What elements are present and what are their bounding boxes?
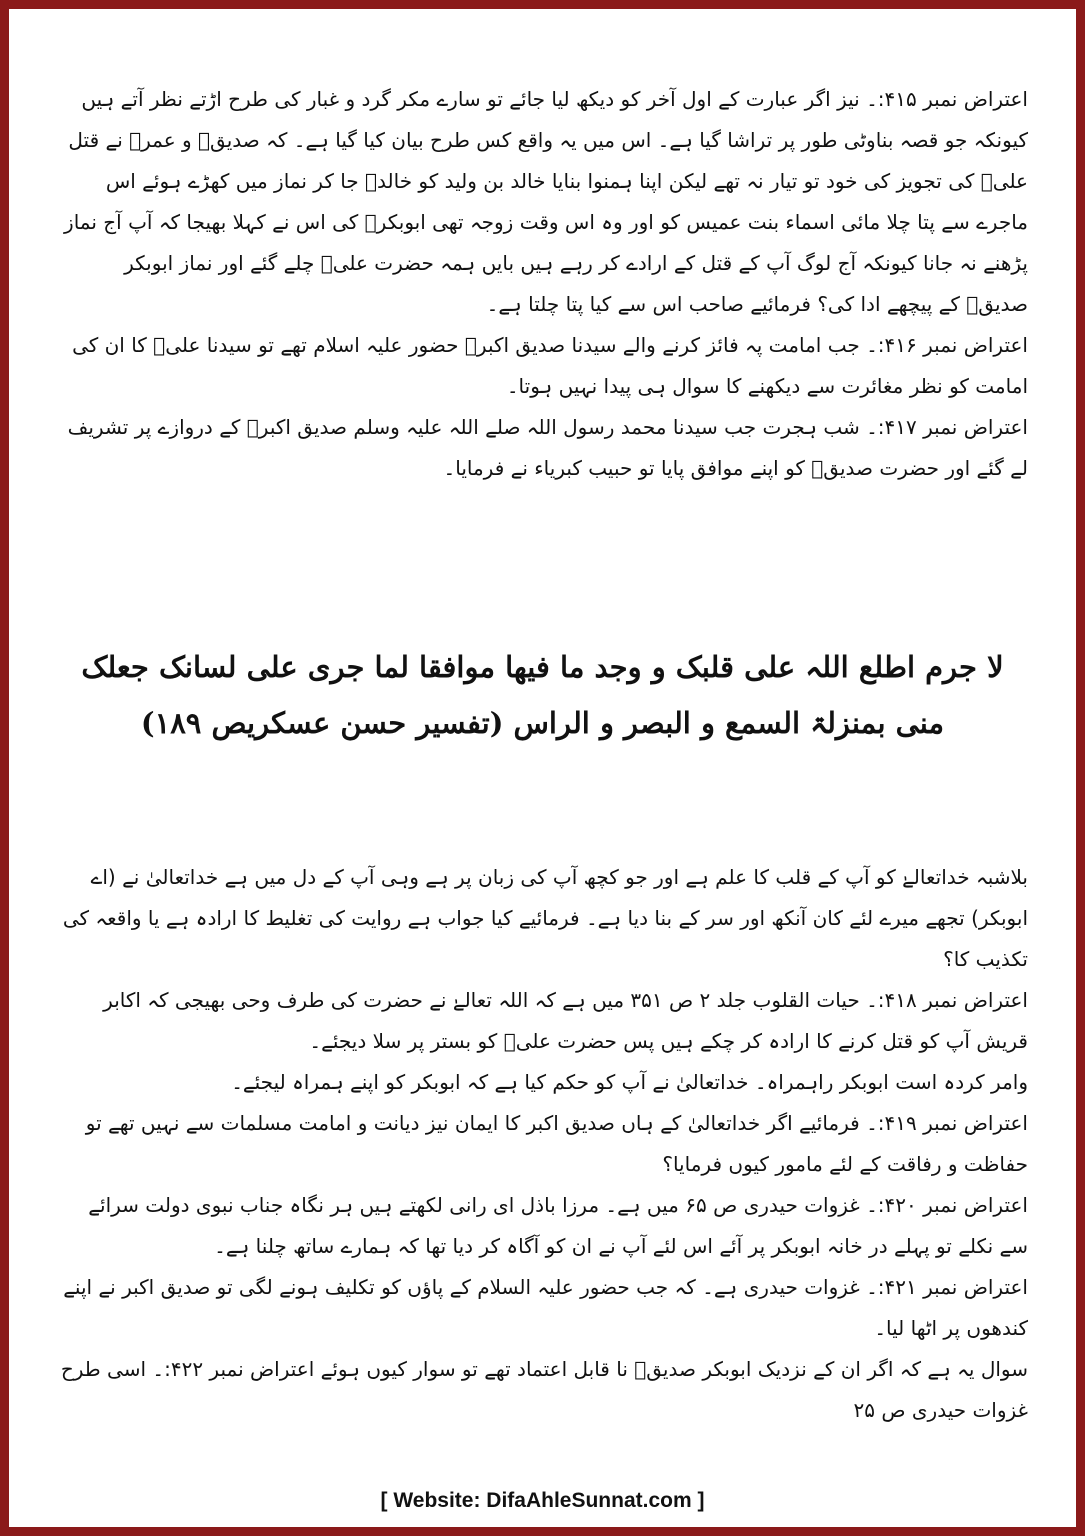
objection-417: اعتراض نمبر ۴۱۷:۔ شب ہجرت جب سیدنا محمد رسول اللہ صلے اللہ علیہ وسلم صدیق اکبرؓ کے دروازے پر تشریف لے گئے اور حضرت صدیقؓ کو اپنے موافق پایا تو حبیب کبریاء نے فرمایا۔ xyxy=(67,415,1028,480)
persian-quote-line: وامر کردہ است ابوبکر راہمراہ۔ خداتعالیٰ نے آپ کو حکم کیا ہے کہ ابوبکر کو اپنے ہمراہ لیجئے۔ xyxy=(231,1070,1028,1094)
quote-line-2: منی بمنزلۃ السمع و البصر و الراس (تفسیر حسن عسکریص ۱۸۹) xyxy=(140,706,945,740)
objection-419: اعتراض نمبر ۴۱۹:۔ فرمائیے اگر خداتعالیٰ کے ہاں صدیق اکبر کا ایمان نیز دیانت و امامت مسلمات سے نہیں تھے تو حفاظت و رفاقت کے لئے مامور کیوں فرمایا؟ xyxy=(85,1111,1028,1176)
objection-418: اعتراض نمبر ۴۱۸:۔ حیات القلوب جلد ۲ ص ۳۵۱ میں ہے کہ اللہ تعالےٰ نے حضرت کی طرف وحی بھیجی کہ اکابر قریش آپ کو قتل کرنے کا ارادہ کر چکے ہیں پس حضرت علیؓ کو بستر پر سلا دیجئے۔ xyxy=(103,988,1028,1053)
text-block-bottom xyxy=(57,857,1028,1431)
objection-421: اعتراض نمبر ۴۲۱:۔ غزوات حیدری ہے۔ کہ جب حضور علیہ السلام کے پاؤں کو تکلیف ہونے لگی تو صدیق اکبر نے اپنے کندھوں پر اٹھا لیا۔ xyxy=(63,1275,1028,1340)
quote-line-1: لا جرم اطلع اللہ علی قلبک و وجد ما فیھا موافقا لما جری علی لسانک جعلک xyxy=(81,650,1004,684)
arabic-quotation xyxy=(57,639,1028,751)
question-line: سوال یہ ہے کہ اگر ان کے نزدیک ابوبکر صدیقؓ نا قابل اعتماد تھے تو سوار کیوں ہوئے اعتراض نمبر ۴۲۲:۔ اسی طرح غزوات حیدری ص ۲۵ xyxy=(60,1357,1028,1422)
objection-415: اعتراض نمبر ۴۱۵:۔ نیز اگر عبارت کے اول آخر کو دیکھ لیا جائے تو سارے مکر گرد و غبار کی طرح اڑتے نظر آتے ہیں کیونکہ جو قصہ بناوٹی طور پر تراشا گیا ہے۔ اس میں یہ واقع کس طرح بیان کیا گیا ہے۔ کہ صدیقؓ و عمرؓ نے قتل علیؓ کی تجویز کی خود تو تیار نہ تھے لیکن اپنا ہمنوا بنایا خالد بن ولید کو خالدؓ جا کر نماز میں کھڑے ہوئے اس ماجرے سے پتا چلا مائی اسماء بنت عمیس کو اور وہ اس وقت زوجہ تھی ابوبکرؓ کی اس نے کہلا بھیجا کہ آپ آج نماز پڑھنے نہ جانا کیونکہ آج لوگ آپ کے قتل کے ارادے کر رہے ہیں بایں ہمہ حضرت علیؓ چلے گئے اور نماز ابوبکر صدیقؓ کے پیچھے ادا کی؟ فرمائیے صاحب اس سے کیا پتا چلتا ہے۔ xyxy=(64,87,1028,316)
explanation-paragraph: بلاشبہ خداتعالےٰ کو آپ کے قلب کا علم ہے اور جو کچھ آپ کی زبان پر ہے وہی آپ کے دل میں ہے خداتعالیٰ نے (اے ابوبکر) تجھے میرے لئے کان آنکھ اور سر کے بنا دیا ہے۔ فرمائیے کیا جواب ہے روایت کی تغلیط کا ارادہ ہے یا واقعہ کی تکذیب کا؟ xyxy=(62,865,1028,971)
text-block-top xyxy=(57,79,1028,489)
objection-416: اعتراض نمبر ۴۱۶:۔ جب امامت پہ فائز کرنے والے سیدنا صدیق اکبرؓ حضور علیہ اسلام تھے تو سیدنا علیؓ کا ان کی امامت کو نظر مغائرت سے دیکھنے کا سوال ہی پیدا نہیں ہوتا۔ xyxy=(72,333,1028,398)
objection-420: اعتراض نمبر ۴۲۰:۔ غزوات حیدری ص ۶۵ میں ہے۔ مرزا باذل ای رانی لکھتے ہیں ہر نگاہ جناب نبوی دولت سرائے سے نکلے تو پہلے در خانہ ابوبکر پر آئے اس لئے آپ نے ان کو آگاہ کر دیا تھا کہ ہمارے ساتھ چلنا ہے۔ xyxy=(88,1193,1028,1258)
website-footer: [ Website: DifaAhleSunnat.com ] xyxy=(380,1489,705,1512)
